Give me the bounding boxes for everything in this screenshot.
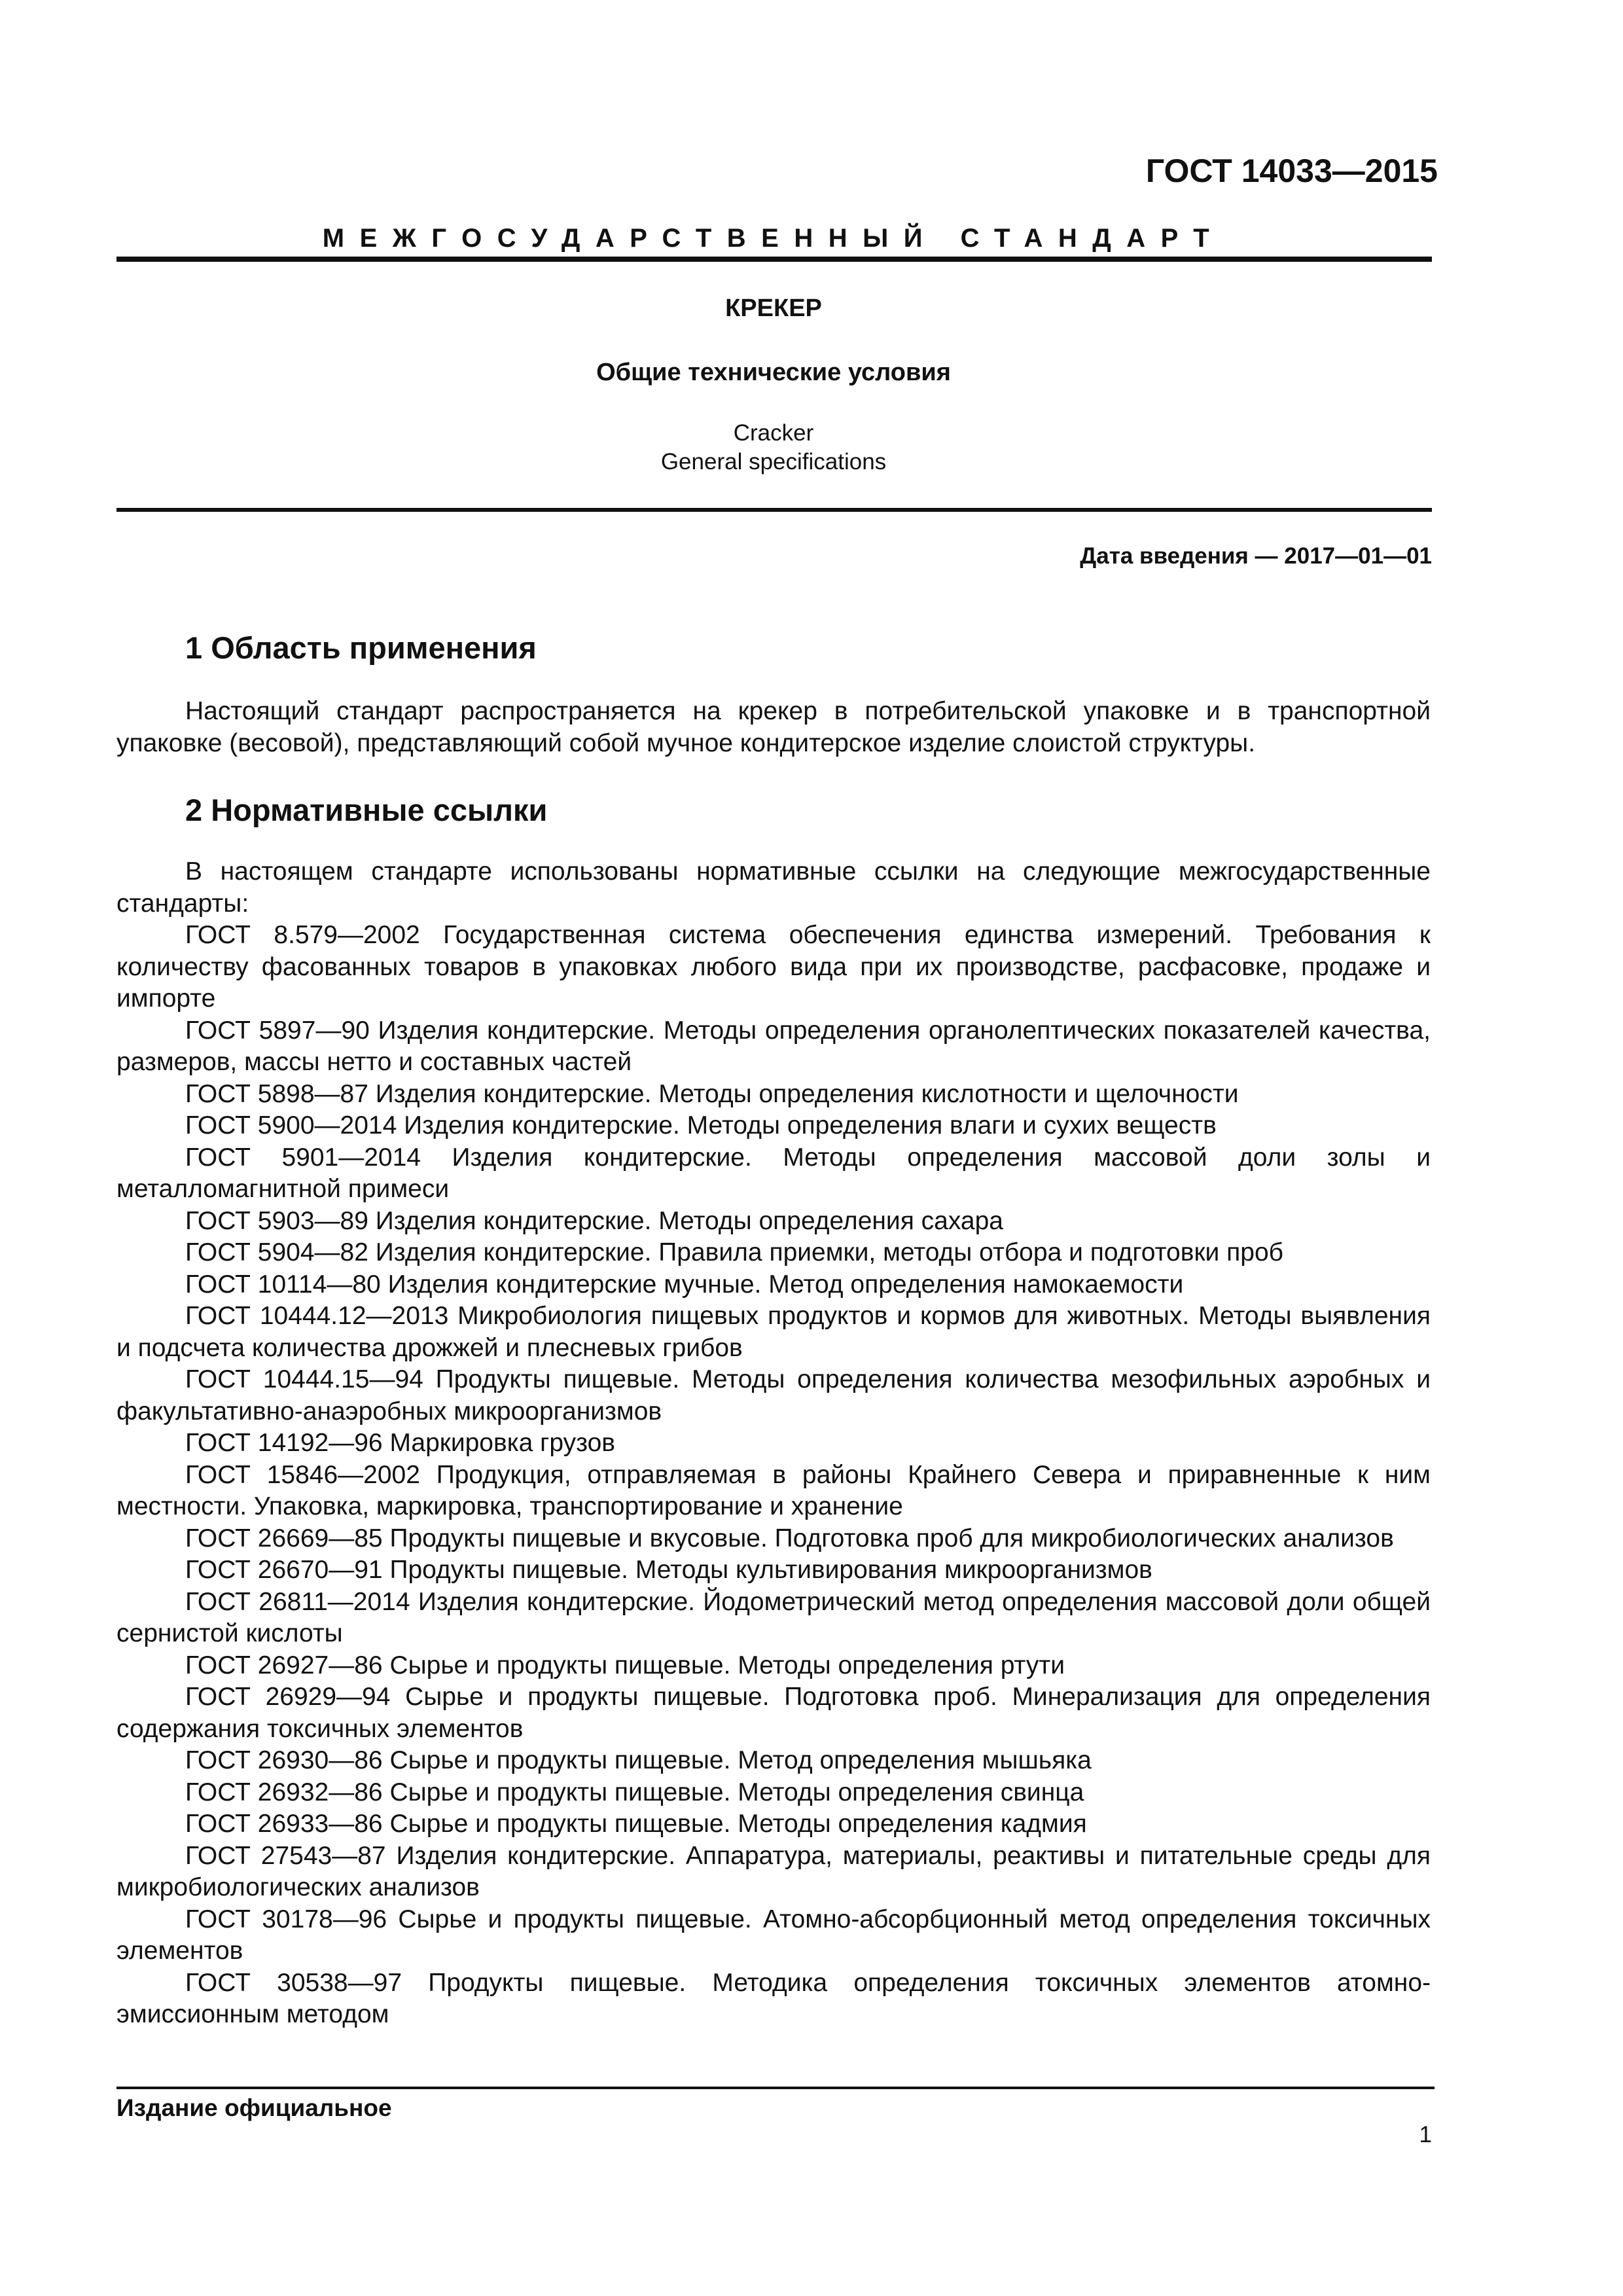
english-title: Cracker (733, 420, 814, 446)
footer-divider (116, 2087, 1435, 2089)
reference-item: ГОСТ 10114—80 Изделия кондитерские мучные. Метод определения намокаемости (185, 1270, 1184, 1299)
standard-type-heading: МЕЖГОСУДАРСТВЕННЫЙ СТАНДАРТ (322, 224, 1225, 253)
reference-item: ГОСТ 5897—90 Изделия кондитерские. Методы определения органолептических показателей качества, размеров, массы нетто и составных частей (116, 1016, 1431, 1076)
reference-item: ГОСТ 26811—2014 Изделия кондитерские. Йодометрический метод определения массовой доли общей сернистой кислоты (116, 1587, 1431, 1647)
document-subtitle: Общие технические условия (596, 359, 951, 386)
reference-item: ГОСТ 10444.12—2013 Микробиология пищевых продуктов и кормов для животных. Методы выявления и подсчета количества дрожжей и плесневых грибов (116, 1302, 1431, 1362)
reference-item: ГОСТ 26929—94 Сырье и продукты пищевые. Подготовка проб. Минерализация для определения содержания токсичных элементов (116, 1683, 1431, 1743)
reference-item: ГОСТ 14192—96 Маркировка грузов (185, 1429, 615, 1457)
document-title: КРЕКЕР (725, 295, 822, 322)
english-title-block (116, 419, 1431, 476)
page-number: 1 (1419, 2122, 1432, 2147)
header-divider (116, 257, 1432, 262)
reference-item: ГОСТ 5904—82 Изделия кондитерские. Правила приемки, методы отбора и подготовки проб (185, 1238, 1283, 1266)
reference-item: ГОСТ 27543—87 Изделия кондитерские. Аппаратура, материалы, реактивы и питательные среды для микробиологических анализов (116, 1841, 1431, 1901)
section-2-heading: 2 Нормативные ссылки (185, 793, 548, 827)
reference-item: ГОСТ 5901—2014 Изделия кондитерские. Методы определения массовой доли золы и металломагнитной примеси (116, 1143, 1431, 1203)
english-subtitle: General specifications (660, 449, 887, 475)
reference-item: ГОСТ 26932—86 Сырье и продукты пищевые. Методы определения свинца (185, 1778, 1084, 1806)
reference-item: ГОСТ 5900—2014 Изделия кондитерские. Методы определения влаги и сухих веществ (185, 1111, 1217, 1139)
document-number: ГОСТ 14033—2015 (1145, 152, 1438, 189)
introduction-date: Дата введения — 2017—01—01 (1080, 543, 1432, 569)
section-1-heading: 1 Область применения (185, 630, 537, 665)
title-divider (116, 508, 1432, 512)
official-edition-label: Издание официальное (116, 2094, 392, 2121)
reference-item: ГОСТ 5903—89 Изделия кондитерские. Методы определения сахара (185, 1206, 1003, 1235)
reference-item: ГОСТ 5898—87 Изделия кондитерские. Методы определения кислотности и щелочности (185, 1079, 1239, 1108)
reference-item: ГОСТ 26930—86 Сырье и продукты пищевые. Метод определения мышьяка (185, 1746, 1092, 1774)
reference-item: ГОСТ 26669—85 Продукты пищевые и вкусовые. Подготовка проб для микробиологических анализов (185, 1524, 1394, 1552)
reference-item: ГОСТ 8.579—2002 Государственная система обеспечения единства измерений. Требования к количеству фасованных товаров в упаковках любого вида при их производстве, расфасовке, продаже и импорте (116, 921, 1431, 1013)
reference-item: ГОСТ 26933—86 Сырье и продукты пищевые. Методы определения кадмия (185, 1810, 1087, 1838)
section-1-body (116, 696, 1431, 759)
section-2-body (116, 856, 1431, 2031)
reference-item: ГОСТ 15846—2002 Продукция, отправляемая в районы Крайнего Севера и приравненные к ним местности. Упаковка, маркировка, транспортирование и хранение (116, 1460, 1431, 1520)
reference-item: ГОСТ 10444.15—94 Продукты пищевые. Методы определения количества мезофильных аэробных и факультативно-анаэробных микроорганизмов (116, 1365, 1431, 1426)
reference-item: ГОСТ 26670—91 Продукты пищевые. Методы культивирования микроорганизмов (185, 1556, 1152, 1584)
reference-item: ГОСТ 30538—97 Продукты пищевые. Методика определения токсичных элементов атомно-эмиссионным методом (116, 1968, 1431, 2028)
reference-item: ГОСТ 30178—96 Сырье и продукты пищевые. Атомно-абсорбционный метод определения токсичных элементов (116, 1905, 1431, 1965)
references-intro: В настоящем стандарте использованы нормативные ссылки на следующие межгосударственные стандарты: (116, 857, 1431, 918)
scope-paragraph: Настоящий стандарт распространяется на крекер в потребительской упаковке и в транспортной упаковке (весовой), представляющий собой мучное кондитерское изделие слоистой структуры. (116, 697, 1431, 757)
reference-item: ГОСТ 26927—86 Сырье и продукты пищевые. Методы определения ртути (185, 1651, 1065, 1679)
